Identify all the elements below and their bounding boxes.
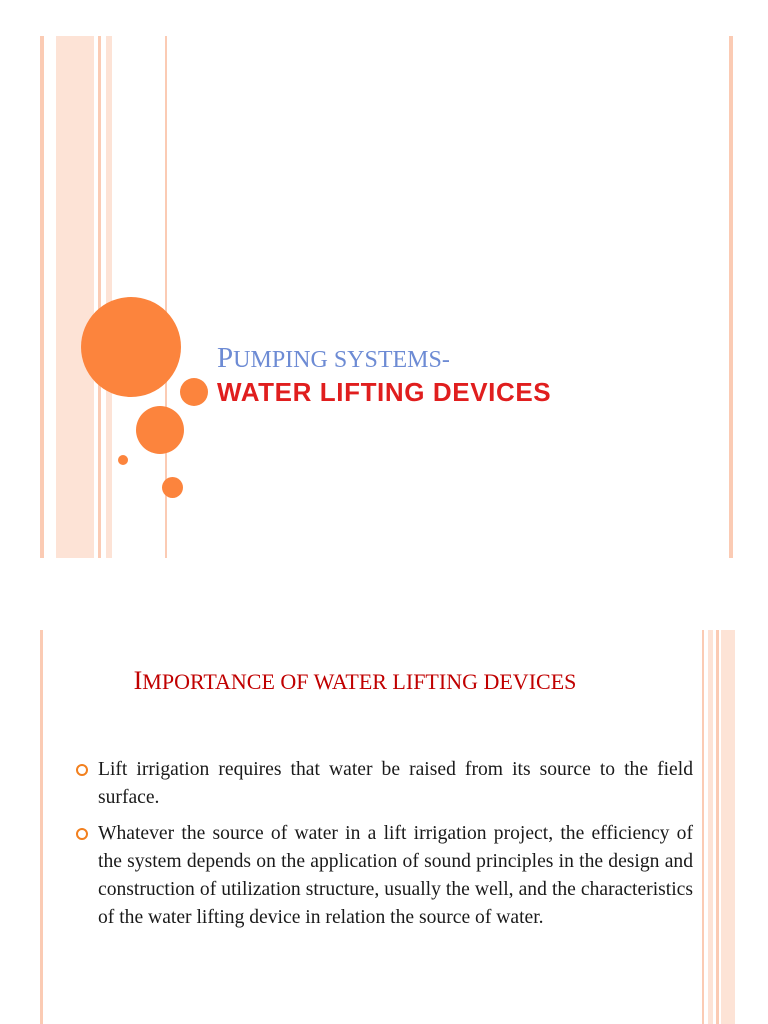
left-stripe-wide — [56, 36, 94, 558]
slide-2-right-stripe-thin — [716, 630, 719, 1024]
slide-2-right-stripe-light — [708, 630, 713, 1024]
title-subtitle-rest: UMPING SYSTEMS- — [233, 347, 450, 373]
slide-2-title — [100, 665, 610, 698]
title-main: WATER LIFTING DEVICES — [217, 377, 552, 407]
decor-circle-small — [180, 378, 208, 406]
title-subtitle — [217, 343, 551, 375]
slide-2-title-rest: MPORTANCE OF WATER LIFTING DEVICES — [142, 669, 577, 694]
bullet-text: Lift irrigation requires that water be raised from its source to the field surface. — [98, 759, 693, 808]
bullet-list — [76, 756, 693, 940]
hollow-circle-bullet-icon — [76, 828, 88, 840]
left-stripe-thin — [98, 36, 101, 558]
slide-2-left-stripe — [40, 630, 43, 1024]
bullet-text: Whatever the source of water in a lift irrigation project, the efficiency of the system depends on the application of sound principles in the design and construction of utilization structure, usually the well, and the characteristics of the water lifting device in relation the source of water. — [98, 823, 693, 928]
slide-2-title-cap: I — [133, 666, 143, 695]
list-item — [76, 820, 693, 932]
decor-circle-dot — [118, 455, 128, 465]
slide-1-title — [217, 343, 551, 409]
decor-circle-tiny — [162, 477, 183, 498]
title-subtitle-cap: P — [217, 342, 234, 374]
decor-circle-medium — [136, 406, 184, 454]
right-stripe-edge — [729, 36, 733, 558]
slide-2-right-stripe-wide — [721, 630, 735, 1024]
left-stripe-light — [106, 36, 112, 558]
hollow-circle-bullet-icon — [76, 764, 88, 776]
slide-2-right-stripe-line — [702, 630, 704, 1024]
decor-circle-large — [81, 297, 181, 397]
left-stripe-edge — [40, 36, 44, 558]
list-item — [76, 756, 693, 812]
